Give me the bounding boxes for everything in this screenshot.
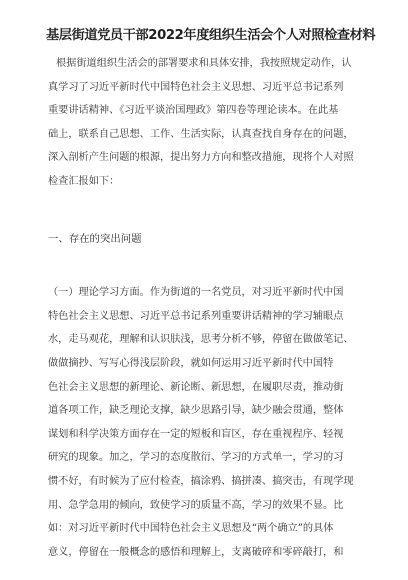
subsection-line: 特色社会主义思想、习近平总书记系列重要讲话精神的学习辅眼点 (48, 310, 344, 322)
subsection-line: 水，走马观花，理解和认识肤浅，思考分析不够，停留在做做笔记、 (48, 334, 354, 346)
intro-line: 础上，联系自己思想、工作、生活实际，认真查找自身存在的问题， (48, 128, 354, 140)
subsection-line: 谋划和科学决策方面存在一定的短板和盲区，存在重视程序、轻视 (48, 428, 344, 440)
subsection-line: 意义，停留在一般概念的感悟和理解上，支离破碎和零碎敲打，和 (48, 546, 344, 558)
intro-line: 检查汇报如下： (48, 175, 120, 187)
subsection-paragraph (48, 281, 364, 564)
subsection-line: 惯不好，有时候为了应付检查，搞涂鸦、搞拼凑、搞突击，有现学现 (48, 475, 354, 487)
subsection-line: 道各项工作，缺乏理论支撑，缺少思路引导，缺少融会贯通，整体 (48, 405, 344, 417)
intro-line: 重要讲话精神、《习近平谈治国理政》第四卷等理论读本。在此基 (48, 105, 339, 117)
subsection-line: 用、急学急用的倾向，致使学习的质量不高，学习的效果不显。比 (48, 499, 344, 511)
subsection-line: 做做摘抄、写写心得浅层阶段，就如何运用习近平新时代中国特 (48, 357, 334, 369)
subsection-line: 如：对习近平新时代中国特色社会主义思想及“两个确立”的具体 (48, 523, 334, 535)
section-heading: 一、存在的突出问题 (48, 232, 142, 245)
intro-line: 根据街道组织生活会的部署要求和具体安排，我按照规定动作，认 (56, 58, 352, 69)
subsection-line: （一）理论学习方面。作为街道的一名党员，对习近平新时代中国 (48, 287, 344, 299)
intro-line: 深入剖析产生问题的根源，提出努力方向和整改措施，现将个人对照 (48, 152, 354, 164)
intro-paragraph (48, 52, 364, 194)
document-title: 基层街道党员干部2022年度组织生活会个人对照检查材料 (46, 28, 376, 43)
subsection-line: 色社会主义思想的新理论、新论断、新思想，在履职尽责，推动街 (48, 381, 344, 393)
subsection-line: 研究的现象。加之，学习的态度散衍、学习的方式单一，学习的习 (48, 452, 344, 464)
intro-line: 真学习了习近平新时代中国特色社会主义思想、习近平总书记系列 (48, 81, 344, 93)
